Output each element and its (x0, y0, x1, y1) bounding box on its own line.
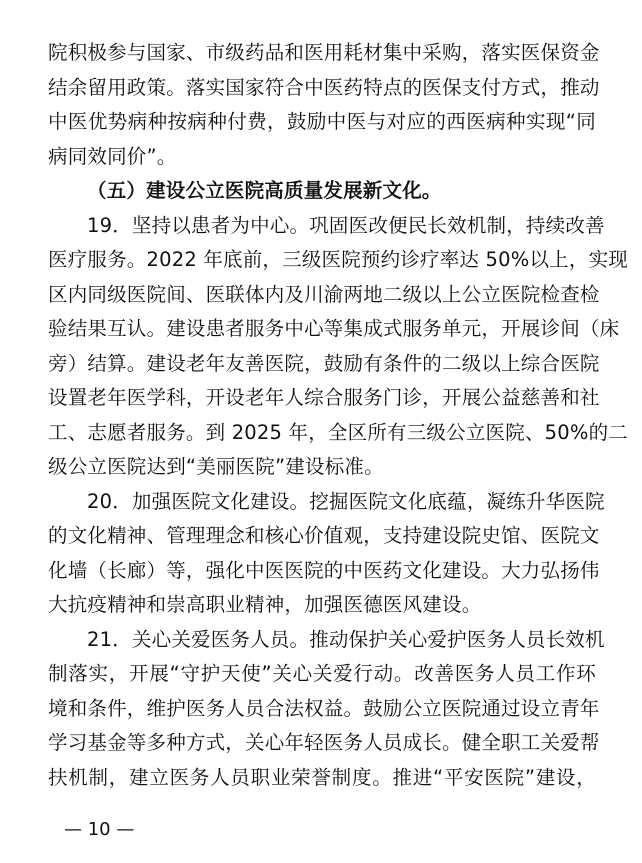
paragraph-start-20: 20．加强医院文化建设。挖掘医院文化底蕴，凝练升华医院 (87, 489, 605, 513)
text-line: 区内同级医院间、医联体内及川渝两地二级以上公立医院检查检 (48, 282, 600, 306)
text-line: 中医优势病种按病种付费，鼓励中医与对应的西医病种实现“同 (48, 110, 596, 133)
text-line: 的文化精神、管理理念和核心价值观，支持建设院史馆、医院文 (48, 524, 600, 547)
text-line: 境和条件，维护医务人员合法权益。鼓励公立医院通过设立青年 (48, 696, 600, 720)
text-line: 级公立医院达到“美丽医院”建设标准。 (48, 455, 384, 478)
text-line: 验结果互认。建设患者服务中心等集成式服务单元，开展诊间（床 (48, 317, 620, 340)
body-text (48, 36, 628, 795)
section-heading: （五）建设公立医院高质量发展新文化。 (87, 179, 442, 202)
text-line: 设置老年医学科，开设老年人综合服务门诊，开展公益慈善和社 (48, 386, 600, 409)
text-line: 院积极参与国家、市级药品和医用耗材集中采购，落实医保资金 (48, 41, 600, 64)
text-line: 扶机制，建立医务人员职业荣誉制度。推进“平安医院”建设， (48, 765, 596, 789)
text-line: 学习基金等多种方式，关心年轻医务人员成长。健全职工关爱帮 (48, 731, 600, 754)
paragraph-start-19: 19．坚持以患者为中心。巩固医改便民长效机制，持续改善 (87, 213, 605, 237)
text-line: 制落实，开展“守护天使”关心关爱行动。改善医务人员工作环 (48, 662, 596, 685)
page-number: — 10 — (64, 819, 135, 840)
text-line: 工、志愿者服务。到 2025 年，全区所有三级公立医院、50%的二 (48, 420, 628, 444)
text-line: 病同效同价”。 (48, 144, 177, 168)
text-line: 医疗服务。2022 年底前，三级医院预约诊疗率达 50%以上，实现 (48, 248, 628, 271)
text-line: 化墙（长廊）等，强化中医医院的中医药文化建设。大力弘扬伟 (48, 558, 600, 582)
text-line: 大抗疫精神和崇高职业精神，加强医德医风建设。 (48, 593, 482, 616)
text-line: 旁）结算。建设老年友善医院，鼓励有条件的二级以上综合医院 (48, 351, 600, 375)
text-line: 结余留用政策。落实国家符合中医药特点的医保支付方式，推动 (48, 75, 600, 99)
paragraph-start-21: 21．关心关爱医务人员。推动保护关心爱护医务人员长效机 (87, 627, 605, 651)
